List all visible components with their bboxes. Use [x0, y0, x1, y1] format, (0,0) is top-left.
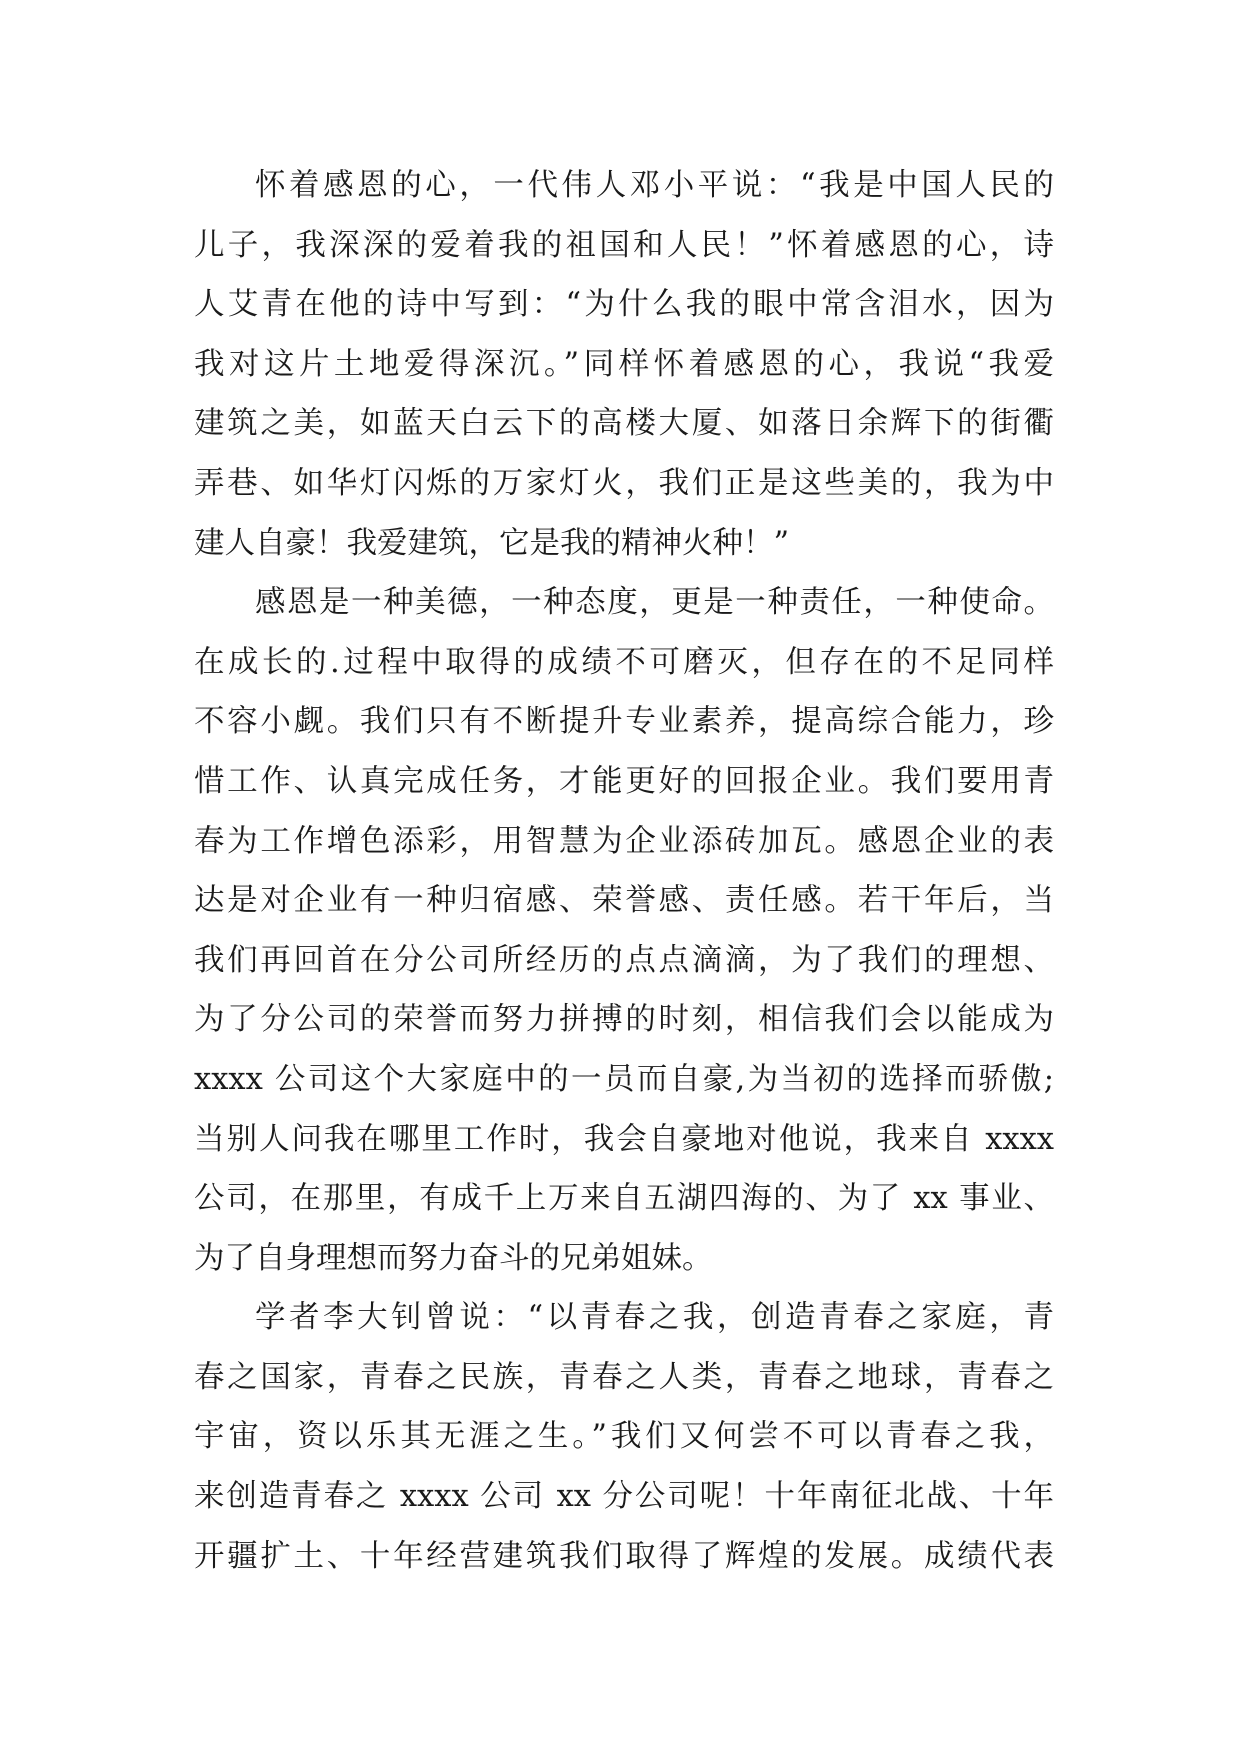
text-line: 春为工作增色添彩，用智慧为企业添砖加瓦。感恩企业的表: [194, 823, 1054, 859]
text-line: 春之国家，青春之民族，青春之人类，青春之地球，青春之: [194, 1359, 1054, 1395]
text-line: 建人自豪！我爱建筑，它是我的精神火种！”: [194, 525, 790, 561]
text-line: 建筑之美，如蓝天白云下的高楼大厦、如落日余辉下的街衢: [194, 406, 1054, 442]
text-line: 不容小觑。我们只有不断提升专业素养，提高综合能力，珍: [194, 704, 1054, 740]
text-line: 惜工作、认真完成任务，才能更好的回报企业。我们要用青: [194, 763, 1054, 799]
text-line: 达是对企业有一种归宿感、荣誉感、责任感。若干年后，当: [194, 883, 1054, 919]
text-line: 学者李大钊曾说：“以青春之我，创造青春之家庭，青: [255, 1300, 1054, 1336]
paragraph-3: [194, 1288, 1054, 1586]
text-line: 宇宙，资以乐其无涯之生。”我们又何尝不可以青春之我，: [194, 1419, 1054, 1455]
text-line: 感恩是一种美德，一种态度，更是一种责任，一种使命。: [255, 585, 1054, 621]
text-line: 在成长的.过程中取得的成绩不可磨灭，但存在的不足同样: [194, 644, 1054, 680]
text-line: 儿子，我深深的爱着我的祖国和人民！”怀着感恩的心，诗: [194, 227, 1054, 263]
text-line: 公司，在那里，有成千上万来自五湖四海的、为了 xx 事业、: [194, 1181, 1054, 1217]
paragraph-2: [194, 573, 1054, 1288]
text-line: 为了分公司的荣誉而努力拼搏的时刻，相信我们会以能成为: [194, 1002, 1054, 1038]
text-line: 当别人问我在哪里工作时，我会自豪地对他说，我来自 xxxx: [194, 1121, 1054, 1157]
text-line: 弄巷、如华灯闪烁的万家灯火，我们正是这些美的，我为中: [194, 465, 1054, 501]
text-line: 来创造青春之 xxxx 公司 xx 分公司呢！十年南征北战、十年: [194, 1479, 1054, 1515]
text-line: 人艾青在他的诗中写到：“为什么我的眼中常含泪水，因为: [194, 287, 1054, 323]
paragraph-1: [194, 156, 1054, 573]
document-body: [194, 156, 1054, 1586]
text-line: 开疆扩土、十年经营建筑我们取得了辉煌的发展。成绩代表: [194, 1538, 1054, 1574]
text-line: 我对这片土地爱得深沉。”同样怀着感恩的心，我说“我爱: [194, 346, 1054, 382]
text-line: 为了自身理想而努力奋斗的兄弟姐妹。: [194, 1240, 713, 1276]
text-line: xxxx 公司这个大家庭中的一员而自豪,为当初的选择而骄傲;: [194, 1061, 1054, 1097]
text-line: 怀着感恩的心，一代伟人邓小平说：“我是中国人民的: [255, 168, 1054, 203]
text-line: 我们再回首在分公司所经历的点点滴滴，为了我们的理想、: [194, 942, 1054, 978]
